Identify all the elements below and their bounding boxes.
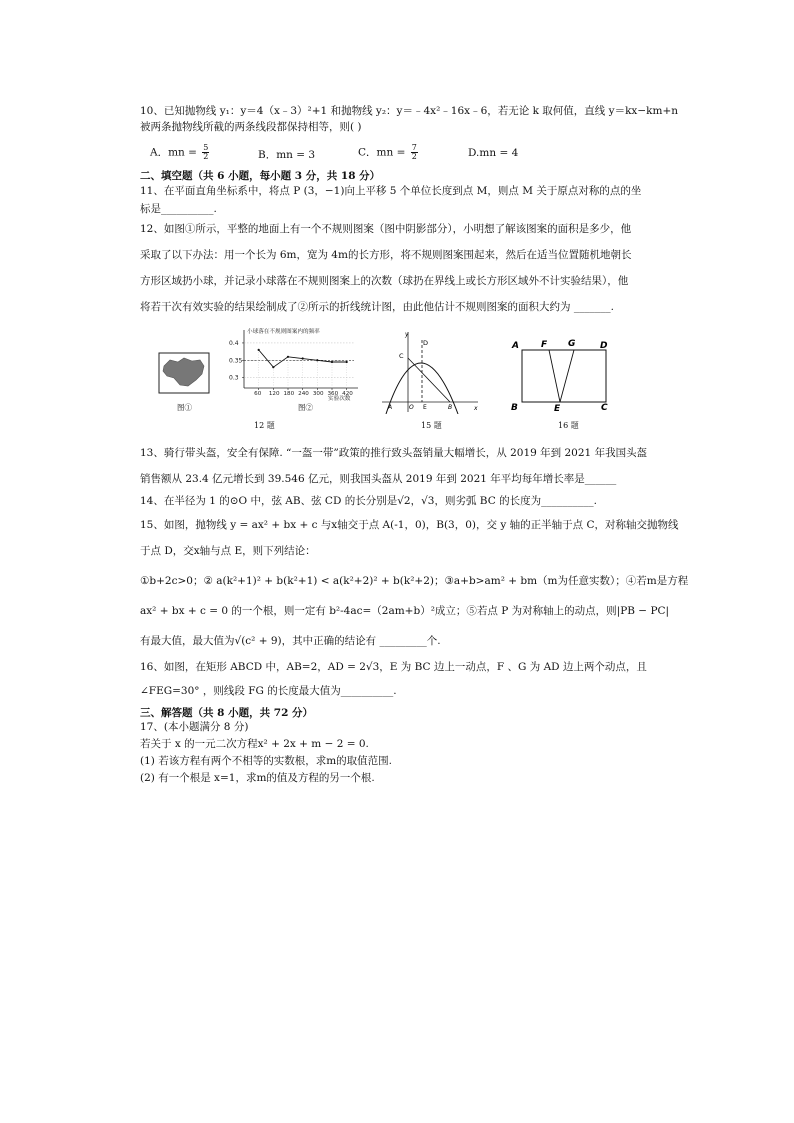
figure-1-irregular-shape xyxy=(158,352,210,394)
chart-y-tick-label: 0.4 xyxy=(229,339,239,347)
q11-line-2: 标是__________. xyxy=(140,203,217,215)
chart-x-tick-label: 420 xyxy=(342,391,353,397)
segment-fe xyxy=(549,350,560,402)
fig15-label-x: x xyxy=(474,405,478,412)
rectangle-abcd xyxy=(522,350,606,402)
fig15-label-o: O xyxy=(409,404,414,411)
group-12-caption: 12 题 xyxy=(254,421,275,430)
chart-x-tick-label: 60 xyxy=(254,391,262,397)
q10-option-d: D.mn = 4 xyxy=(468,147,519,159)
q10-line-1: 10、已知抛物线 y₁：y＝4（x﹣3）²+1 和抛物线 y₂：y＝﹣4x²﹣16x﹣6，若无论 k 取何值，直线 y＝kx−km+n xyxy=(140,105,679,117)
chart-data-point xyxy=(302,357,304,359)
q16-line-2: ∠FEG=30° ，则线段 FG 的长度最大值为__________. xyxy=(140,685,397,697)
fig16-label-f: F xyxy=(541,340,548,350)
segment-cb xyxy=(408,358,450,402)
chart-x-tick-label: 120 xyxy=(268,391,280,397)
chart-x-tick-label: 360 xyxy=(327,391,339,397)
chart-marks xyxy=(229,340,354,397)
chart-data-point xyxy=(272,366,274,368)
chart-x-label: 实验次数 xyxy=(328,396,351,402)
q12-line-2: 采取了以下办法：用一个长为 6m，宽为 4m的长方形，将不规则图案围起来，然后在适当位置随机地朝长 xyxy=(140,249,632,261)
q15-line-3: ①b+2c>0；② a(k²+1)² + b(k²+1) < a(k²+2)² + b(k²+2)；③a+b>am² + bm（m为任意实数）；④若m是方程 xyxy=(140,575,689,587)
fig16-label-b: B xyxy=(511,403,518,412)
chart-x-tick-label: 180 xyxy=(283,391,295,397)
fig15-label-e: E xyxy=(423,404,427,411)
section-2-title: 二、填空题（共 6 小题，每小题 3 分，共 18 分） xyxy=(140,170,381,182)
q15-line-2: 于点 D，交x轴与点 E，则下列结论： xyxy=(140,545,316,557)
q11-line-1: 11、在平面直角坐标系中，将点 P (3，−1)向上平移 5 个单位长度到点 M，则点 M 关于原点对称的点的坐 xyxy=(140,185,642,197)
figure-1-caption: 图① xyxy=(177,403,192,412)
q13-line-1: 13、骑行带头盔，安全有保障. “一盔一带”政策的推行致头盔销量大幅增长，从 2019 年到 2021 年我国头盔 xyxy=(140,447,648,459)
q10-option-a: A．mn = $\frac{5}{2}$ xyxy=(150,143,209,161)
q10-option-b: B．mn = 3 xyxy=(258,149,316,161)
fig15-label-b: B xyxy=(448,404,453,411)
chart-x-tick-label: 240 xyxy=(298,391,309,397)
q12-line-4: 将若干次有效实验的结果绘制成了②所示的折线统计图，由此他估计不规则图案的面积大约为 _______. xyxy=(140,301,614,313)
chart-y-tick-label: 0.3 xyxy=(229,374,239,382)
q17-line-2: 若关于 x 的一元二次方程x² + 2x + m − 2 = 0. xyxy=(140,738,369,750)
figure-16-rectangle xyxy=(508,336,616,412)
fig15-label-c: C xyxy=(399,352,404,360)
q17-line-1: 17、(本小题满分 8 分) xyxy=(140,721,249,733)
fig15-label-a: A xyxy=(388,404,393,411)
chart-data-point xyxy=(346,361,348,363)
q10-option-c: C．mn = $\frac{7}{2}$ xyxy=(358,143,417,161)
fig15-label-d: D xyxy=(423,339,429,347)
fig16-label-g: G xyxy=(568,339,576,349)
q10-option-a-fraction: $\frac{5}{2}$ xyxy=(203,143,209,161)
fig16-label-a: A xyxy=(512,341,519,351)
segment-ge xyxy=(560,350,574,402)
chart-title: 小球落在不规则图案内的频率 xyxy=(247,329,320,335)
q13-line-2: 销售额从 23.4 亿元增长到 39.546 亿元，则我国头盔从 2019 年到 2021 年平均每年增长率是______ xyxy=(140,473,617,485)
section-3-title: 三、解答题（共 8 小题，共 72 分） xyxy=(140,707,314,719)
figure-15-caption: 15 题 xyxy=(421,421,442,430)
figure-15-parabola xyxy=(378,330,482,414)
chart-data-point xyxy=(316,359,318,361)
q12-line-3: 方形区域扔小球，并记录小球落在不规则图案上的次数（球扔在界线上或长方形区域外不计实验结果），他 xyxy=(140,275,629,287)
chart-x-tick-label: 300 xyxy=(312,391,324,397)
fig16-label-c: C xyxy=(601,403,608,412)
q14-line-1: 14、在半径为 1 的⊙O 中，弦 AB、弦 CD 的长分别是√2，√3，则劣弧 BC 的长度为__________. xyxy=(140,495,597,507)
fig16-label-e: E xyxy=(554,404,561,412)
figure-2-line-chart xyxy=(228,328,368,406)
q16-line-1: 16、如图，在矩形 ABCD 中，AB=2，AD = 2√3，E 为 BC 边上一动点，F 、G 为 AD 边上两个动点，且 xyxy=(140,661,647,673)
q15-line-5: 有最大值，最大值为√(c² + 9)，其中正确的结论有 _________个. xyxy=(140,635,441,647)
q15-line-4: ax² + bx + c = 0 的一个根，则一定有 b²-4ac=（2am+b）²成立；⑤若点 P 为对称轴上的动点，则|PB − PC| xyxy=(140,605,670,617)
chart-data-point xyxy=(331,361,333,363)
chart-data-point xyxy=(287,356,289,358)
irregular-pattern-shape xyxy=(163,358,204,386)
q10-option-c-fraction: $\frac{7}{2}$ xyxy=(411,143,417,161)
fig16-label-d: D xyxy=(600,341,608,351)
fig15-label-y: y xyxy=(405,331,409,338)
q17-line-3: (1) 若该方程有两个不相等的实数根，求m的取值范围. xyxy=(140,755,393,767)
q17-line-4: (2) 有一个根是 x=1，求m的值及方程的另一个根. xyxy=(140,772,375,784)
chart-data-point xyxy=(258,349,260,351)
chart-y-tick-label: 0.35 xyxy=(229,357,243,365)
figure-16-caption: 16 题 xyxy=(558,421,579,430)
q15-line-1: 15、如图，抛物线 y = ax² + bx + c 与x轴交于点 A(-1，0)，B(3，0)，交 y 轴的正半轴于点 C，对称轴交抛物线 xyxy=(140,519,679,531)
q12-line-1: 12、如图①所示，平整的地面上有一个不规则图案（图中阴影部分），小明想了解该图案的面积是多少，他 xyxy=(140,223,632,235)
q10-line-2: 被两条抛物线所截的两条线段都保持相等，则( ) xyxy=(140,121,362,133)
figure-2-caption: 图② xyxy=(298,403,313,412)
